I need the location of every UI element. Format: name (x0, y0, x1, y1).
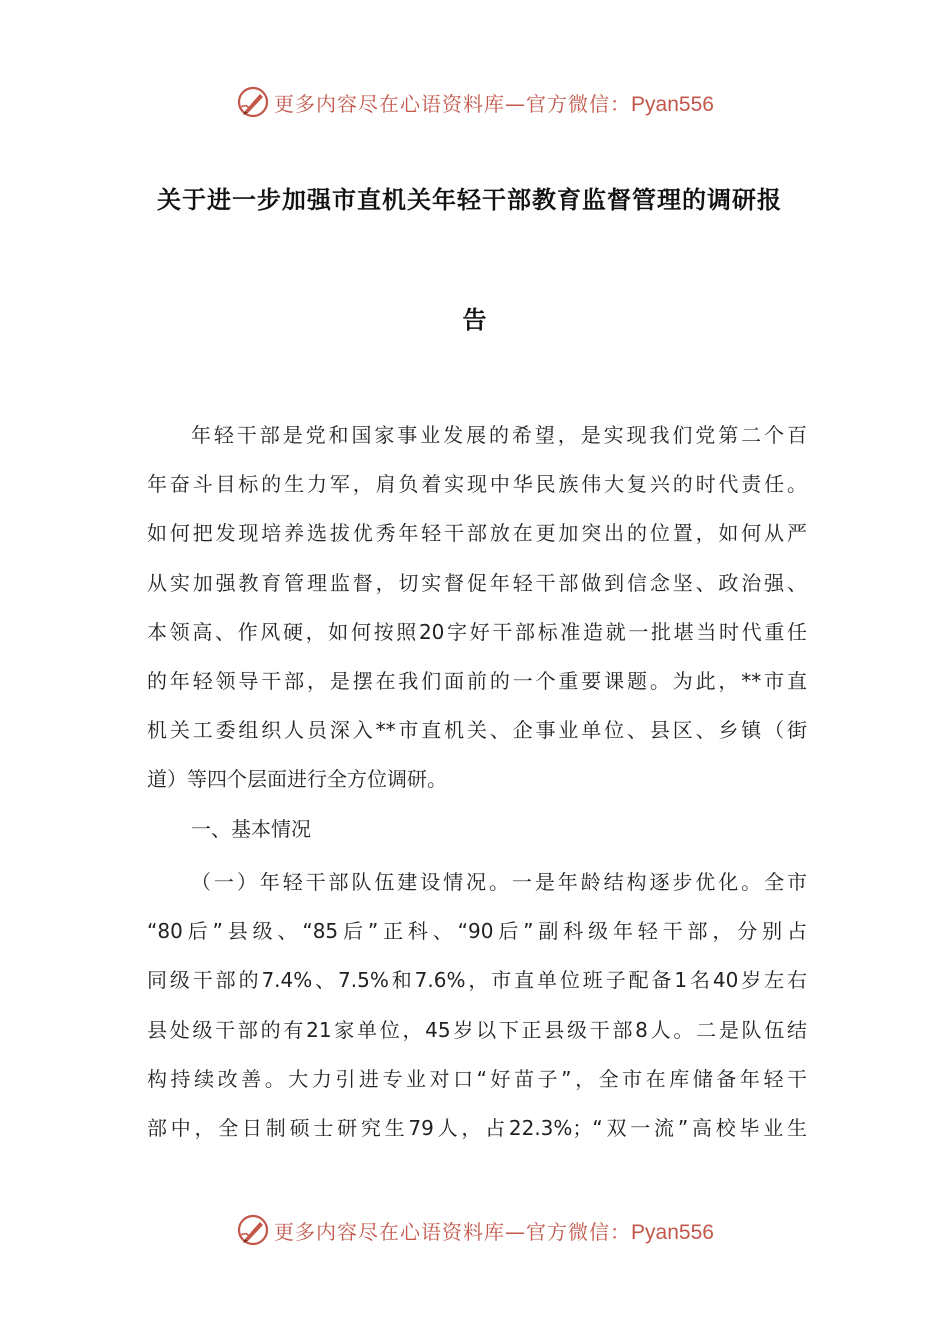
section-heading-text: 一、基本情况 (191, 817, 311, 841)
watermark-label: 更多内容尽在心语资料库—官方微信： (274, 91, 632, 116)
pen-logo-icon (236, 85, 270, 119)
intro-paragraph (147, 411, 807, 805)
intro-line: 的年轻领导干部，是摆在我们面前的一个重要课题。为此，**市直 (147, 668, 807, 693)
pen-logo-icon (236, 1213, 270, 1247)
intro-line: 道）等四个层面进行全方位调研。 (147, 767, 447, 792)
section-line: 同级干部的7.4%、7.5%和7.6%，市直单位班子配备1名40岁左右 (147, 968, 807, 993)
section-line: 部中，全日制硕士研究生79人，占22.3%；“双一流”高校毕业生 (147, 1115, 807, 1140)
section-line: “80后”县级、“85后”正科、“90后”副科级年轻干部，分别占 (147, 919, 807, 944)
footer-watermark (0, 1210, 950, 1250)
watermark-label: 更多内容尽在心语资料库—官方微信： (274, 1219, 632, 1244)
watermark-text (274, 1216, 714, 1245)
section-heading-1 (147, 805, 807, 854)
section-line: （一）年轻干部队伍建设情况。一是年龄结构逐步优化。全市 (191, 870, 807, 894)
intro-line: 如何把发现培养选拔优秀年轻干部放在更加突出的位置，如何从严 (147, 521, 807, 546)
intro-line: 本领高、作风硬，如何按照20字好干部标准造就一批堪当时代重任 (147, 619, 807, 644)
watermark-wechat-id: Pyan556 (631, 1220, 714, 1244)
intro-line: 年奋斗目标的生力军，肩负着实现中华民族伟大复兴的时代责任。 (147, 472, 807, 497)
section-1-paragraph (147, 858, 807, 1153)
intro-line: 年轻干部是党和国家事业发展的希望，是实现我们党第二个百 (191, 423, 807, 447)
intro-line: 从实加强教育管理监督，切实督促年轻干部做到信念坚、政治强、 (147, 570, 807, 595)
watermark-wechat-id: Pyan556 (631, 92, 714, 116)
intro-line: 机关工委组织人员深入**市直机关、企事业单位、县区、乡镇（街 (147, 718, 807, 743)
watermark-text (274, 88, 714, 117)
document-title-line-2: 告 (462, 306, 488, 334)
document-title-line-1: 关于进一步加强市直机关年轻干部教育监督管理的调研报 (157, 186, 782, 214)
section-line: 县处级干部的有21家单位，45岁以下正县级干部8人。二是队伍结 (147, 1017, 807, 1042)
section-line: 构持续改善。大力引进专业对口“好苗子”，全市在库储备年轻干 (147, 1066, 807, 1091)
header-watermark (0, 82, 950, 122)
